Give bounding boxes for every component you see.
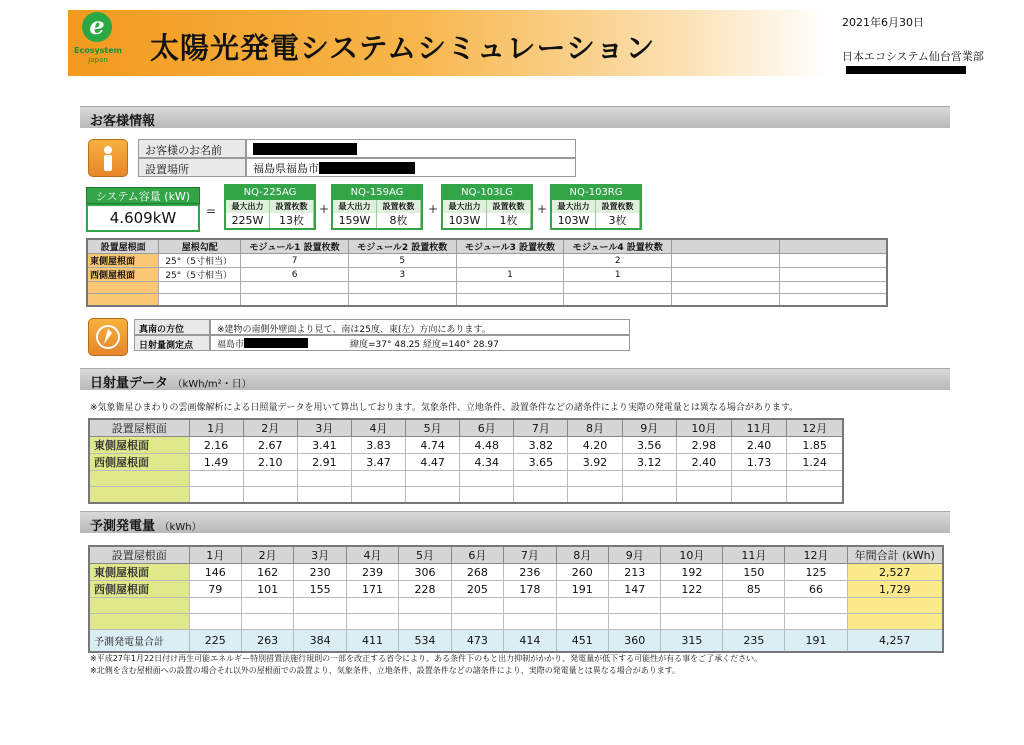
annual-total: 1,729 <box>847 581 943 598</box>
column-header <box>672 239 780 254</box>
month-header: 7月 <box>504 546 556 564</box>
value-cell: 150 <box>723 564 785 581</box>
module-card <box>331 184 423 230</box>
module-output-label: 最大出力 <box>552 200 596 213</box>
south-direction-value: ※建物の南側外壁面より見て、南は25度、東(左）方向にあります。 <box>210 319 630 335</box>
value-cell: 162 <box>241 564 293 581</box>
table-row <box>87 268 887 282</box>
month-header: 1月 <box>189 419 243 437</box>
value-cell: 3.47 <box>351 454 405 471</box>
roof-name: 東側屋根面 <box>87 254 159 268</box>
value-cell: 3.82 <box>514 437 568 454</box>
month-header: 8月 <box>556 546 608 564</box>
measure-coords: 緯度=37° 48.25 経度=140° 28.97 <box>350 339 499 350</box>
total-cell: 235 <box>723 630 785 652</box>
value-cell: 146 <box>189 564 241 581</box>
module4-count: 1 <box>564 268 672 282</box>
column-header: モジュール2 設置枚数 <box>348 239 456 254</box>
value-cell: 155 <box>294 581 346 598</box>
value-cell: 2.40 <box>731 437 786 454</box>
location-text: 福島県福島市 <box>253 161 319 175</box>
table-row <box>89 581 943 598</box>
month-header: 12月 <box>785 546 847 564</box>
value-cell: 2.16 <box>189 437 243 454</box>
module-output: 103W <box>443 213 487 228</box>
table-row <box>89 598 943 614</box>
total-cell: 360 <box>609 630 661 652</box>
month-header: 5月 <box>399 546 451 564</box>
module-model: NQ-103RG <box>552 186 640 200</box>
roof-table <box>86 238 888 307</box>
column-header: 設置屋根面 <box>87 239 159 254</box>
value-cell: 228 <box>399 581 451 598</box>
module-model: NQ-103LG <box>443 186 531 200</box>
month-header: 12月 <box>787 419 843 437</box>
value-cell: 2.10 <box>243 454 297 471</box>
module3-count <box>456 254 564 268</box>
system-capacity-label: システム容量 (kW) <box>86 187 200 204</box>
table-row <box>89 614 943 630</box>
value-cell: 3.41 <box>297 437 351 454</box>
column-header <box>779 239 887 254</box>
value-cell: 1.49 <box>189 454 243 471</box>
module-model: NQ-159AG <box>333 186 421 200</box>
total-cell: 473 <box>451 630 503 652</box>
section-title: 日射量データ <box>90 376 169 391</box>
column-header: モジュール4 設置枚数 <box>564 239 672 254</box>
roof-name: 西側屋根面 <box>89 581 189 598</box>
measure-point-label: 日射量測定点 <box>134 335 210 351</box>
section-title: お客様情報 <box>90 114 156 129</box>
generation-table <box>88 545 944 653</box>
total-cell: 384 <box>294 630 346 652</box>
irradiation-table <box>88 418 844 504</box>
value-cell: 125 <box>785 564 847 581</box>
month-header: 3月 <box>297 419 351 437</box>
section-title: 予測発電量 <box>90 519 156 534</box>
roof-name: 東側屋根面 <box>89 437 189 454</box>
month-header: 2月 <box>241 546 293 564</box>
total-cell: 263 <box>241 630 293 652</box>
month-header: 8月 <box>568 419 622 437</box>
table-row <box>87 294 887 306</box>
value-cell: 2.91 <box>297 454 351 471</box>
office-name: 日本エコシステム仙台営業部 <box>842 50 984 63</box>
table-header-row <box>89 419 843 437</box>
table-row <box>89 454 843 471</box>
empty-cell <box>672 254 780 268</box>
module-count-label: 設置枚数 <box>377 200 421 213</box>
month-header: 2月 <box>243 419 297 437</box>
month-header: 11月 <box>731 419 786 437</box>
module-count-label: 設置枚数 <box>596 200 640 213</box>
column-header: 屋根勾配 <box>159 239 241 254</box>
page-title: 太陽光発電システムシミュレーション <box>150 31 656 65</box>
plus-sign: + <box>537 202 548 216</box>
compass-icon <box>88 318 128 356</box>
module-card <box>224 184 316 230</box>
value-cell: 178 <box>504 581 556 598</box>
module-output-label: 最大出力 <box>443 200 487 213</box>
table-row <box>89 564 943 581</box>
value-cell: 147 <box>609 581 661 598</box>
logo-subtext: Japan <box>88 56 108 64</box>
customer-name-value <box>246 139 576 158</box>
module-output-label: 最大出力 <box>333 200 377 213</box>
table-row <box>87 282 887 294</box>
month-header: 4月 <box>351 419 405 437</box>
measure-city: 福島市 <box>217 339 245 350</box>
logo-text: Ecosystem <box>73 46 123 55</box>
module-card <box>550 184 642 230</box>
module-model: NQ-225AG <box>226 186 314 200</box>
value-cell: 101 <box>241 581 293 598</box>
module1-count: 6 <box>241 268 349 282</box>
value-cell: 192 <box>661 564 723 581</box>
module-card <box>441 184 533 230</box>
module2-count: 5 <box>348 254 456 268</box>
total-row <box>89 630 943 652</box>
location-value <box>246 158 576 177</box>
ecosystem-logo-icon: e <box>82 12 112 42</box>
module2-count: 3 <box>348 268 456 282</box>
table-row <box>89 487 843 503</box>
value-cell: 171 <box>346 581 398 598</box>
document-date: 2021年6月30日 <box>842 16 924 29</box>
south-direction-label: 真南の方位 <box>134 319 210 335</box>
module-count: 3枚 <box>596 213 640 228</box>
module-count: 1枚 <box>487 213 531 228</box>
customer-section-header <box>80 106 950 128</box>
value-cell: 230 <box>294 564 346 581</box>
month-header: 6月 <box>451 546 503 564</box>
value-cell: 3.92 <box>568 454 622 471</box>
system-capacity-value: 4.609kW <box>86 204 200 232</box>
module-count: 8枚 <box>377 213 421 228</box>
module1-count: 7 <box>241 254 349 268</box>
total-cell: 534 <box>399 630 451 652</box>
value-cell: 2.40 <box>676 454 731 471</box>
footnote: ※北側を含む屋根面への設置の場合それ以外の屋根面での設置より、気象条件、立地条件、設置条件などの諸条件により、実際の発電量とは異なる場合があります。 <box>90 666 681 675</box>
generation-section-header <box>80 511 950 533</box>
module-output: 225W <box>226 213 270 228</box>
empty-cell <box>779 268 887 282</box>
value-cell: 213 <box>609 564 661 581</box>
value-cell: 4.48 <box>460 437 514 454</box>
value-cell: 205 <box>451 581 503 598</box>
month-header: 9月 <box>622 419 676 437</box>
total-cell: 225 <box>189 630 241 652</box>
value-cell: 4.47 <box>406 454 460 471</box>
module3-count: 1 <box>456 268 564 282</box>
total-cell: 315 <box>661 630 723 652</box>
section-unit: （kWh） <box>159 522 202 533</box>
module4-count: 2 <box>564 254 672 268</box>
table-row <box>89 437 843 454</box>
plus-sign: + <box>428 202 439 216</box>
value-cell: 260 <box>556 564 608 581</box>
value-cell: 3.83 <box>351 437 405 454</box>
total-label: 予測発電量合計 <box>89 630 189 652</box>
month-header: 10月 <box>676 419 731 437</box>
redacted-block <box>846 66 966 74</box>
module-output: 103W <box>552 213 596 228</box>
redacted-block <box>319 162 415 174</box>
column-header: モジュール3 設置枚数 <box>456 239 564 254</box>
value-cell: 66 <box>785 581 847 598</box>
plus-sign: + <box>319 202 330 216</box>
measure-point-value <box>210 335 630 351</box>
column-header: 設置屋根面 <box>89 546 189 564</box>
value-cell: 4.34 <box>460 454 514 471</box>
irradiation-section-header <box>80 368 950 390</box>
value-cell: 85 <box>723 581 785 598</box>
value-cell: 1.73 <box>731 454 786 471</box>
month-header: 7月 <box>514 419 568 437</box>
value-cell: 191 <box>556 581 608 598</box>
month-header: 1月 <box>189 546 241 564</box>
location-label: 設置場所 <box>138 158 246 177</box>
redacted-block <box>253 143 357 155</box>
value-cell: 2.98 <box>676 437 731 454</box>
person-icon <box>88 139 128 177</box>
table-header-row <box>89 546 943 564</box>
redacted-block <box>244 338 308 348</box>
value-cell: 268 <box>451 564 503 581</box>
total-cell: 191 <box>785 630 847 652</box>
module-count-label: 設置枚数 <box>487 200 531 213</box>
total-cell: 411 <box>346 630 398 652</box>
roof-name: 西側屋根面 <box>87 268 159 282</box>
module-output-label: 最大出力 <box>226 200 270 213</box>
grand-total: 4,257 <box>847 630 943 652</box>
roof-name: 西側屋根面 <box>89 454 189 471</box>
table-header-row <box>87 239 887 254</box>
value-cell: 236 <box>504 564 556 581</box>
month-header: 5月 <box>406 419 460 437</box>
value-cell: 4.74 <box>406 437 460 454</box>
month-header: 10月 <box>661 546 723 564</box>
total-cell: 451 <box>556 630 608 652</box>
footnote: ※平成27年1月22日付け再生可能エネルギー特別措置法施行規則の一部を改正する省令により、ある条件下のもと出力抑制がかかり、発電量が低下する可能性が有る事をご了承ください。 <box>90 654 763 663</box>
value-cell: 1.85 <box>787 437 843 454</box>
month-header: 4月 <box>346 546 398 564</box>
equals-sign: = <box>206 204 217 218</box>
value-cell: 79 <box>189 581 241 598</box>
value-cell: 3.12 <box>622 454 676 471</box>
month-header: 6月 <box>460 419 514 437</box>
table-row <box>87 254 887 268</box>
value-cell: 3.56 <box>622 437 676 454</box>
roof-pitch: 25°（5寸相当） <box>159 254 241 268</box>
value-cell: 3.65 <box>514 454 568 471</box>
table-row <box>89 471 843 487</box>
annual-total: 2,527 <box>847 564 943 581</box>
roof-pitch: 25°（5寸相当） <box>159 268 241 282</box>
annual-header: 年間合計 (kWh) <box>847 546 943 564</box>
month-header: 9月 <box>609 546 661 564</box>
value-cell: 2.67 <box>243 437 297 454</box>
value-cell: 4.20 <box>568 437 622 454</box>
value-cell: 239 <box>346 564 398 581</box>
empty-cell <box>779 254 887 268</box>
value-cell: 306 <box>399 564 451 581</box>
value-cell: 122 <box>661 581 723 598</box>
month-header: 3月 <box>294 546 346 564</box>
column-header: モジュール1 設置枚数 <box>241 239 349 254</box>
irradiation-note: ※気象衛星ひまわりの雲画像解析による日照量データを用いて算出しております。気象条件、立地条件、設置条件などの諸条件により実際の発電量とは異なる場合があります。 <box>90 403 799 413</box>
value-cell: 1.24 <box>787 454 843 471</box>
total-cell: 414 <box>504 630 556 652</box>
column-header: 設置屋根面 <box>89 419 189 437</box>
module-count: 13枚 <box>270 213 314 228</box>
module-count-label: 設置枚数 <box>270 200 314 213</box>
empty-cell <box>672 268 780 282</box>
roof-name: 東側屋根面 <box>89 564 189 581</box>
module-output: 159W <box>333 213 377 228</box>
month-header: 11月 <box>723 546 785 564</box>
section-unit: （kWh/m²・日） <box>172 379 252 390</box>
customer-name-label: お客様のお名前 <box>138 139 246 158</box>
